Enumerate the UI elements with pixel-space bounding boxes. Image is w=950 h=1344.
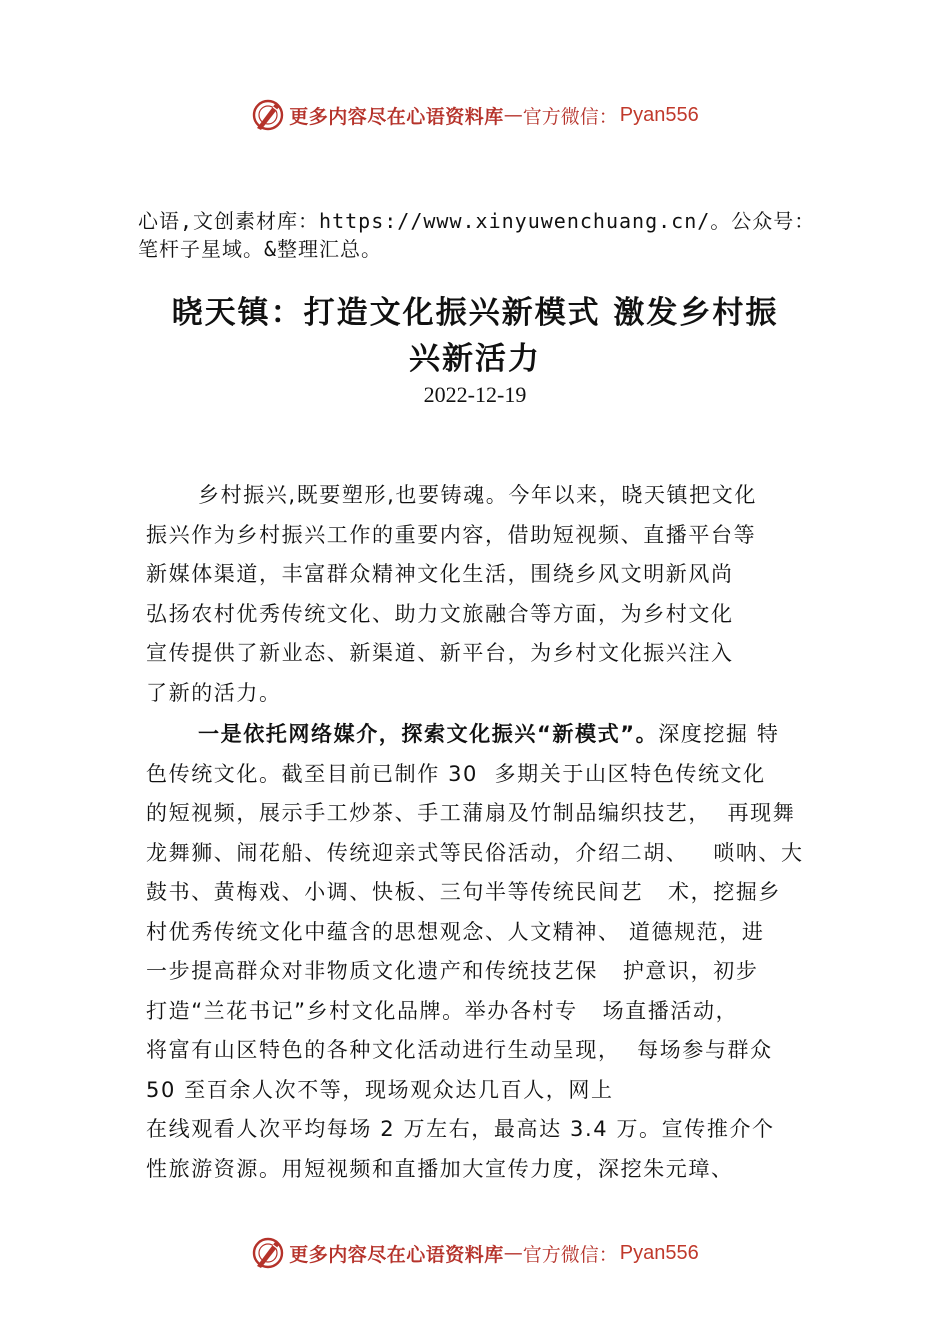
para2-line: 的短视频，展示手工炒茶、手工蒲扇及竹制品编织技艺， 再现舞 (146, 801, 796, 825)
para2-line: 村优秀传统文化中蕴含的思想观念、人文精神、 道德规范，进 (146, 919, 765, 944)
paragraph-intro (146, 476, 836, 713)
banner-separator: — (503, 104, 523, 126)
footer-banner (0, 1233, 950, 1273)
banner-brand-text: 更多内容尽在心语资料库 (289, 105, 504, 128)
para1-line: 弘扬农村优秀传统文化、助力文旅融合等方面，为乡村文化 (146, 601, 734, 626)
banner-official-label: 官方微信： (522, 1243, 618, 1266)
quill-logo-icon (251, 1236, 285, 1270)
para2-line: 深度挖掘 特 (658, 722, 780, 746)
article-title-line-1: 晓天镇：打造文化振兴新模式 激发乡村振 (171, 295, 779, 331)
para2-line: 鼓书、黄梅戏、小调、快板、三句半等传统民间艺 术，挖掘乡 (146, 880, 782, 904)
quill-logo-icon (251, 98, 285, 132)
para1-line: 新媒体渠道，丰富群众精神文化生活，围绕乡风文明新风尚 (146, 562, 734, 586)
para2-line: 50 至百余人次不等，现场观众达几百人，网上 (146, 1077, 614, 1102)
banner-separator: — (503, 1242, 523, 1264)
banner-official-label: 官方微信： (522, 105, 618, 128)
para2-line: 性旅游资源。用短视频和直播加大宣传力度，深挖朱元璋、 (146, 1156, 734, 1181)
article-title (130, 290, 820, 382)
para2-line: 在线观看人次平均每场 2 万左右，最高达 3.4 万。宣传推介个 (146, 1117, 775, 1141)
article-title-line-2: 兴新活力 (409, 341, 541, 377)
para1-line: 宣传提供了新业态、新渠道、新平台，为乡村文化振兴注入 (146, 641, 734, 665)
banner-wechat-id: Pyan556 (619, 103, 699, 126)
para2-line: 色传统文化。截至目前已制作 30 多期关于山区特色传统文化 (146, 761, 766, 786)
paragraph-lead-heading: 一是依托网络媒介，探索文化振兴“新模式”。 (198, 722, 659, 746)
source-note (138, 207, 838, 263)
banner-wechat-id: Pyan556 (619, 1241, 699, 1264)
paragraph-new-mode (146, 715, 836, 1189)
source-note-line-2: 笔杆子星域。&整理汇总。 (138, 237, 383, 261)
para2-line: 一步提高群众对非物质文化遗产和传统技艺保 护意识，初步 (146, 959, 759, 983)
para1-line: 了新的活力。 (146, 680, 282, 705)
header-banner (0, 95, 950, 135)
article-date: 2022-12-19 (423, 382, 527, 407)
article-body (146, 476, 836, 1189)
para1-line: 振兴作为乡村振兴工作的重要内容，借助短视频、直播平台等 (146, 522, 757, 547)
para2-line: 打造“兰花书记”乡村文化品牌。举办各村专 场直播活动， (146, 998, 739, 1023)
para2-line: 龙舞狮、闹花船、传统迎亲式等民俗活动，介绍二胡、 唢呐、大 (146, 840, 804, 865)
para1-line: 乡村振兴,既要塑形,也要铸魂。今年以来，晓天镇把文化 (198, 483, 757, 507)
source-note-line-1: 心语,文创素材库：https://www.xinyuwenchuang.cn/。公众号： (138, 209, 816, 233)
para2-line: 将富有山区特色的各种文化活动进行生动呈现， 每场参与群众 (146, 1038, 773, 1062)
banner-brand-text: 更多内容尽在心语资料库 (289, 1243, 504, 1266)
